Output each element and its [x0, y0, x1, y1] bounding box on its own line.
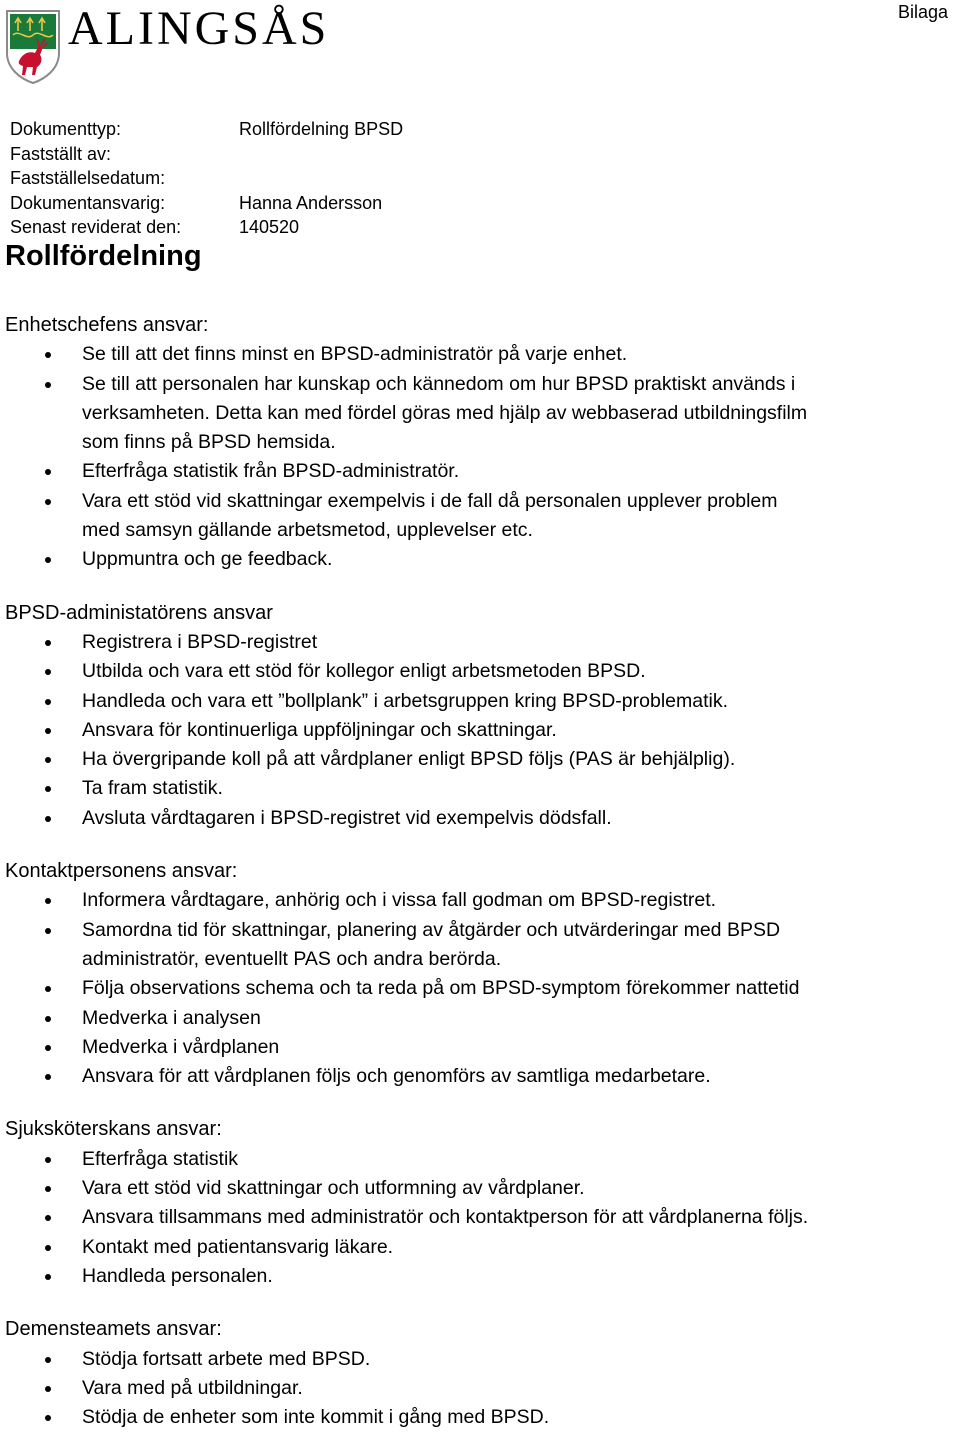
- meta-row-document-owner: [10, 191, 181, 216]
- list-item: Ansvara för kontinuerliga uppföljningar och skattningar.: [5, 716, 960, 745]
- list-item: Se till att personalen har kunskap och kännedom om hur BPSD praktiskt används i verksamheten. Detta kan med fördel göras med hjälp av webbaserad utbildningsfilm som finns på BPSD hemsida.: [5, 370, 960, 458]
- list-item: Vara ett stöd vid skattningar exempelvis i de fall då personalen upplever problem med samsyn gällande arbetsmetod, upplevelser etc.: [5, 487, 960, 546]
- list-item: Efterfråga statistik från BPSD-administratör.: [5, 457, 960, 486]
- list-item: Vara med på utbildningar.: [5, 1374, 960, 1403]
- section-contact-person: [5, 857, 960, 1091]
- list-item: Utbilda och vara ett stöd för kollegor enligt arbetsmetoden BPSD.: [5, 657, 960, 686]
- list-item: Stödja de enheter som inte kommit i gång med BPSD.: [5, 1403, 960, 1432]
- document-body: [5, 311, 960, 1432]
- section-dementia-team: [5, 1315, 960, 1432]
- meta-row-approval-date: [10, 166, 181, 191]
- bullet-list: [5, 1145, 960, 1291]
- meta-row-document-type: [10, 117, 181, 142]
- list-item: Handleda och vara ett ”bollplank” i arbetsgruppen kring BPSD-problematik.: [5, 687, 960, 716]
- list-item: Efterfråga statistik: [5, 1145, 960, 1174]
- list-item: Informera vårdtagare, anhörig och i vissa fall godman om BPSD-registret.: [5, 886, 960, 915]
- list-item: Stödja fortsatt arbete med BPSD.: [5, 1345, 960, 1374]
- meta-value: Hanna Andersson: [239, 191, 382, 216]
- bullet-list: [5, 628, 960, 833]
- bullet-list: [5, 1345, 960, 1432]
- section-unit-manager: [5, 311, 960, 575]
- meta-value: 140520: [239, 215, 299, 240]
- section-bpsd-administrator: [5, 599, 960, 833]
- page-title: Rollfördelning: [5, 240, 202, 273]
- list-item: Medverka i analysen: [5, 1004, 960, 1033]
- attachment-label: Bilaga: [898, 2, 948, 23]
- meta-label: Fastställelsedatum:: [10, 168, 165, 188]
- list-item: Ansvara för att vårdplanen följs och genomförs av samtliga medarbetare.: [5, 1062, 960, 1091]
- list-item: Medverka i vårdplanen: [5, 1033, 960, 1062]
- meta-label: Senast reviderat den:: [10, 217, 181, 237]
- list-item: Samordna tid för skattningar, planering av åtgärder och utvärderingar med BPSD administratör, eventuellt PAS och andra berörda.: [5, 916, 960, 975]
- list-item: Vara ett stöd vid skattningar och utformning av vårdplaner.: [5, 1174, 960, 1203]
- coat-of-arms-icon: [5, 9, 61, 85]
- list-item: Se till att det finns minst en BPSD-administratör på varje enhet.: [5, 340, 960, 369]
- section-heading: Enhetschefens ansvar:: [5, 311, 960, 340]
- list-item: Kontakt med patientansvarig läkare.: [5, 1233, 960, 1262]
- meta-row-last-revised: [10, 215, 181, 240]
- bullet-list: [5, 340, 960, 574]
- list-item: Ha övergripande koll på att vårdplaner enligt BPSD följs (PAS är behjälplig).: [5, 745, 960, 774]
- section-heading: Kontaktpersonens ansvar:: [5, 857, 960, 886]
- meta-value: Rollfördelning BPSD: [239, 117, 403, 142]
- section-heading: Demensteamets ansvar:: [5, 1315, 960, 1344]
- section-heading: Sjuksköterskans ansvar:: [5, 1115, 960, 1144]
- list-item: Avsluta vårdtagaren i BPSD-registret vid exempelvis dödsfall.: [5, 804, 960, 833]
- document-metadata: [10, 117, 181, 240]
- meta-label: Fastställt av:: [10, 144, 111, 164]
- municipality-logo-wordmark: ALINGSÅS: [68, 5, 329, 53]
- list-item: Ansvara tillsammans med administratör och kontaktperson för att vårdplanerna följs.: [5, 1203, 960, 1232]
- page-header: [0, 0, 960, 95]
- section-heading: BPSD-administatörens ansvar: [5, 599, 960, 628]
- list-item: Ta fram statistik.: [5, 774, 960, 803]
- list-item: Handleda personalen.: [5, 1262, 960, 1291]
- bullet-list: [5, 886, 960, 1091]
- section-nurse: [5, 1115, 960, 1291]
- list-item: Registrera i BPSD-registret: [5, 628, 960, 657]
- list-item: Uppmuntra och ge feedback.: [5, 545, 960, 574]
- meta-row-approved-by: [10, 142, 181, 167]
- meta-label: Dokumentansvarig:: [10, 193, 165, 213]
- meta-label: Dokumenttyp:: [10, 119, 121, 139]
- list-item: Följa observations schema och ta reda på om BPSD-symptom förekommer nattetid: [5, 974, 960, 1003]
